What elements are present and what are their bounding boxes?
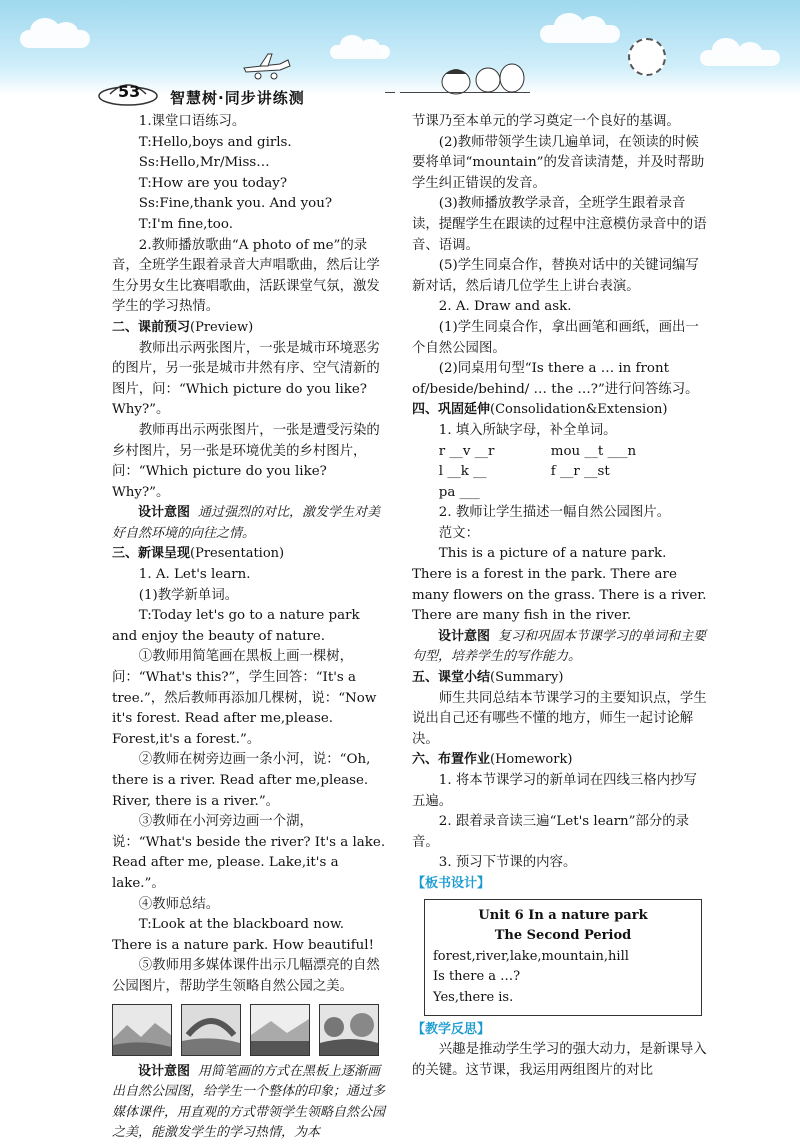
cloud-icon (700, 50, 780, 66)
text-line: 2. A. Draw and ask. (438, 299, 572, 315)
text-paragraph: ①教师用简笔画在黑板上画一棵树，问：“What's this?”，学生回答：“It's a tree.”，然后教师再添加几棵树，说：“Now it's forest. Read after me,please. Forest,it's a forest.”。 (112, 649, 377, 747)
board-line: forest,river,lake,mountain,hill (433, 948, 629, 964)
text-paragraph: (3)教师播放教学录音，全班学生跟着录音读，提醒学生在跟读的过程中注意模仿录音中的语音、语调。 (412, 196, 707, 253)
series-title: 智慧树·同步讲练测 (170, 89, 305, 107)
design-note: 设计意图 复习和巩固本节课学习的单词和主要句型，培养学生的写作能力。 (412, 628, 707, 665)
park-picture (319, 1004, 379, 1056)
text-paragraph: 1. 将本节课学习的新单词在四线三格内抄写五遍。 (412, 773, 697, 809)
park-picture (181, 1004, 241, 1056)
cloud-icon (330, 45, 390, 59)
fill-blank-word: f __r __st (550, 464, 610, 480)
section-heading-summary: 五、课堂小结(Summary) (412, 670, 564, 686)
cloud-icon (540, 25, 620, 43)
text-line: Ss:Hello,Mr/Miss… (138, 155, 270, 171)
right-column (412, 112, 710, 1081)
park-picture (112, 1004, 172, 1056)
text-paragraph: (2)教师带领学生读几遍单词，在领读的时候要将单词“mountain”的发音读清楚，并及时帮助学生纠正错误的发音。 (412, 134, 705, 191)
text-paragraph: 2.教师播放歌曲“A photo of me”的录音，全班学生跟着录音大声唱歌曲，然后让学生分男女生比赛唱歌曲，活跃课堂气氛，激发学生的学习热情。 (112, 237, 380, 315)
page-number: 53 (118, 82, 141, 101)
text-line: 2. 教师让学生描述一幅自然公园图片。 (438, 505, 671, 521)
section-heading-consolidation: 四、巩固延伸(Consolidation&Extension) (412, 402, 668, 418)
cartoon-kids-icon (436, 60, 526, 96)
text-line: T:How are you today? (138, 175, 288, 191)
text-paragraph: 师生共同总结本节课学习的主要知识点，学生说出自己还有哪些不懂的地方，师生一起讨论解决。 (412, 690, 707, 747)
board-design-tag: 【板书设计】 (412, 875, 491, 891)
text-paragraph: T:Today let's go to a nature park and enjoy the beauty of nature. (112, 608, 360, 644)
left-column (112, 112, 387, 1144)
smiling-sun-icon (628, 38, 666, 76)
board-line: Is there a …? (433, 969, 521, 985)
design-note: 设计意图 用简笔画的方式在黑板上逐渐画出自然公园图，给学生一个整体的印象；通过多媒体课件，用直观的方式带领学生领略自然公园之美，能激发学生的学习热情，为本 (112, 1063, 386, 1141)
text-line: T:Hello,boys and girls. (138, 134, 292, 150)
text-paragraph: ②教师在树旁边画一条小河，说：“Oh, there is a river. Read after me,please. River, there is a river.”。 (112, 752, 371, 809)
sample-label: 范文： (438, 525, 479, 541)
text-paragraph: 教师出示两张图片，一张是城市环境恶劣的图片，另一张是城市井然有序、空气清新的图片，问：“Which picture do you like? Why?”。 (112, 340, 380, 418)
fill-blank-row (412, 442, 710, 463)
design-note: 设计意图 通过强烈的对比，激发学生对美好自然环境的向往之情。 (112, 505, 381, 541)
fill-blank-word: mou __t ___n (550, 443, 637, 459)
text-line: 2. 跟着录音读三遍“Let's learn”部分的录音。 (412, 814, 690, 850)
fill-blank-row (412, 483, 710, 504)
text-paragraph: ⑤教师用多媒体课件出示几幅漂亮的自然公园图片，帮助学生领略自然公园之美。 (112, 958, 380, 994)
text-paragraph: (1)学生同桌合作，拿出画笔和画纸，画出一个自然公园图。 (412, 319, 699, 356)
text-line: 1. A. Let's learn. (138, 567, 251, 583)
teaching-reflection-tag: 【教学反思】 (412, 1021, 491, 1037)
section-heading-preview: 二、课前预习(Preview) (112, 319, 254, 335)
text-paragraph: (2)同桌用句型“Is there a … in front of/beside/behind/ … the …?”进行问答练习。 (412, 361, 699, 397)
board-subtitle: The Second Period (494, 928, 632, 944)
text-paragraph: (5)学生同桌合作，替换对话中的关键词编写新对话，然后请几位学生上讲台表演。 (412, 258, 699, 294)
text-line: 1. 填入所缺字母，补全单词。 (438, 422, 617, 438)
board-line: Yes,there is. (433, 989, 514, 1005)
text-paragraph: T:Look at the blackboard now. There is a nature park. How beautiful! (112, 917, 374, 953)
fill-blank-row (412, 462, 710, 483)
section-heading-presentation: 三、新课呈现(Presentation) (112, 546, 285, 562)
section-heading-homework: 六、布置作业(Homework) (412, 752, 573, 768)
blackboard-design-box (424, 899, 702, 1016)
sample-text: This is a picture of a nature park. There is a forest in the park. There are many flowers on the grass. There is a river. There are many fish in the river. (412, 546, 707, 624)
board-title: Unit 6 In a nature park (478, 907, 648, 923)
text-line: Ss:Fine,thank you. And you? (138, 196, 333, 212)
text-paragraph: 教师再出示两张图片，一张是遭受污染的乡村图片，另一张是环境优美的乡村图片，问：“Which picture do you like? Why?”。 (112, 422, 380, 500)
text-paragraph: 兴趣是推动学生学习的强大动力，是新课导入的关键。这节课，我运用两组图片的对比 (412, 1042, 707, 1078)
fill-blank-word: r __v __r (438, 443, 495, 459)
text-line: 1.课堂口语练习。 (138, 114, 246, 129)
park-picture (250, 1004, 310, 1056)
text-line: 节课乃至本单元的学习奠定一个良好的基调。 (412, 114, 680, 129)
airplane-icon (240, 52, 292, 80)
park-picture-strip (112, 1004, 387, 1056)
text-line: 3. 预习下节课的内容。 (438, 855, 577, 871)
text-line: (1)教学新单词。 (138, 587, 239, 603)
header-rule (385, 92, 395, 93)
text-line: ④教师总结。 (138, 896, 220, 912)
cloud-icon (20, 30, 90, 48)
text-paragraph: ③教师在小河旁边画一个湖，说：“What's beside the river? It's a lake. Read after me, please. Lake,it's a lake.”。 (112, 814, 386, 891)
text-line: T:I'm fine,too. (138, 216, 233, 232)
fill-blank-word: pa ___ (438, 484, 480, 500)
header-rule (400, 92, 530, 93)
fill-blank-word: l __k __ (438, 464, 487, 480)
